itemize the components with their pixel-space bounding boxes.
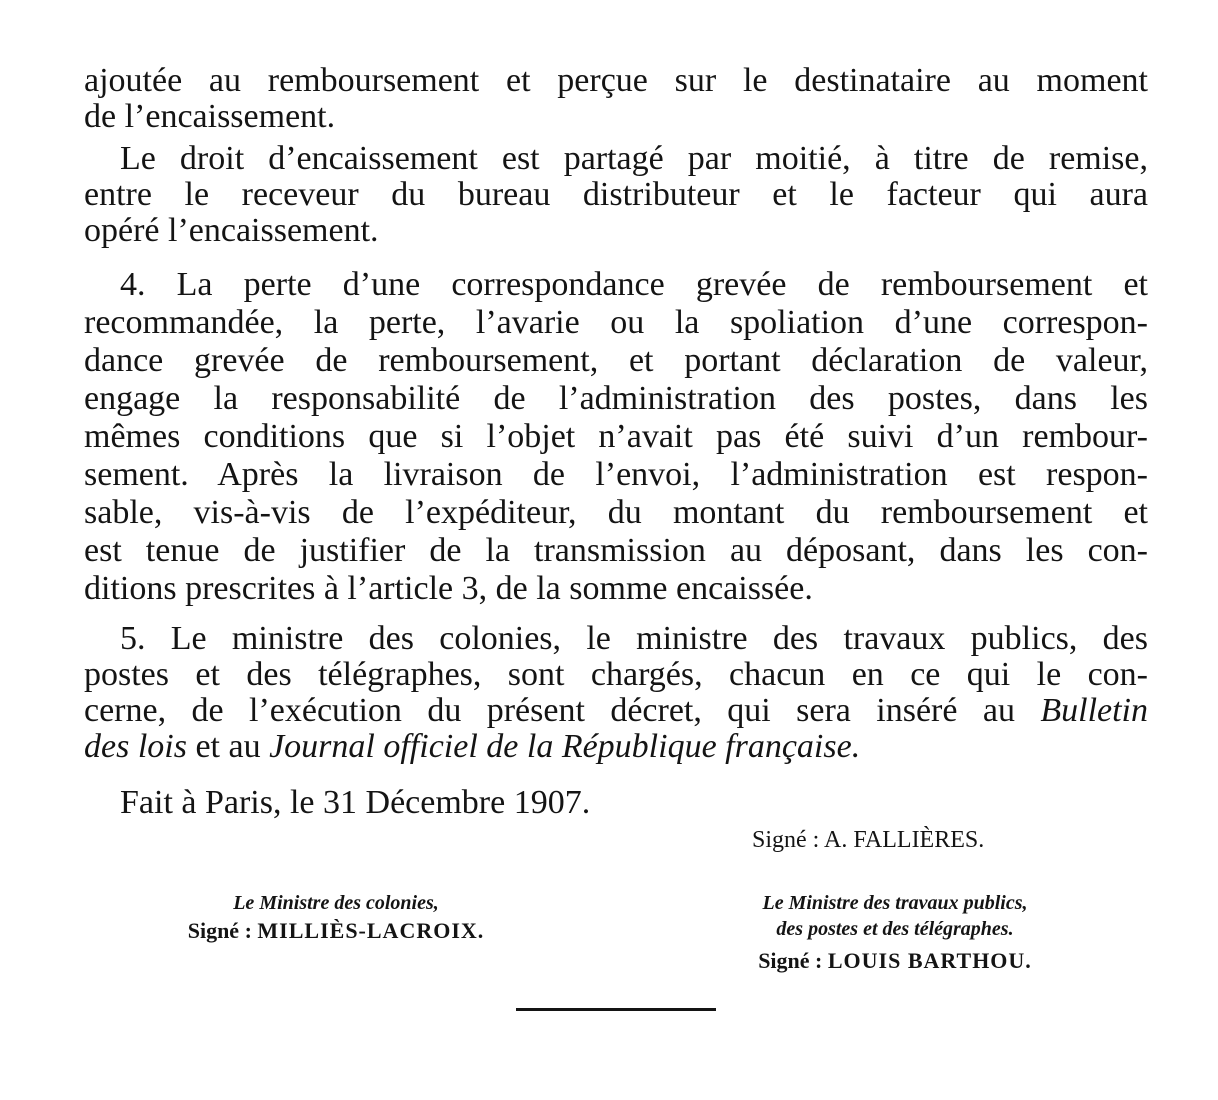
- article-4-line-9: ditions prescrites à l’article 3, de la somme encaissée.: [84, 570, 813, 607]
- minister-colonies-signature: [166, 916, 506, 946]
- minister-travaux-title-1: Le Ministre des travaux publics,: [762, 892, 1028, 914]
- text-line-2: de l’encaissement.: [84, 98, 336, 135]
- minister-colonies-title: Le Ministre des colonies,: [233, 892, 439, 914]
- article-4-line-3: dance grevée de remboursement, et portant déclaration de valeur,: [84, 342, 1148, 379]
- article-4-line-1: 4. La perte d’une correspondance grevée de remboursement et: [120, 266, 1148, 303]
- text-line-4: entre le receveur du bureau distributeur et le facteur qui aura: [84, 176, 1148, 213]
- bulletin-italic: Bulletin: [1040, 692, 1149, 729]
- minister-travaux-signature: [700, 946, 1090, 976]
- article-4-line-5: mêmes conditions que si l’objet n’avait pas été suivi d’un rembour-: [84, 418, 1148, 455]
- signe-label-right: Signé :: [758, 948, 823, 973]
- article-5-line-3-text: cerne, de l’exécution du présent décret, qui sera inséré au: [84, 692, 1015, 729]
- article-4-line-2: recommandée, la perte, l’avarie ou la spoliation d’une correspon-: [84, 304, 1148, 341]
- journal-officiel-italic: Journal officiel de la République française.: [269, 728, 861, 765]
- millies-lacroix-name: MILLIÈS-LACROIX.: [257, 918, 485, 943]
- signe-label-left: Signé :: [187, 918, 252, 943]
- article-5-line-2: postes et des télégraphes, sont chargés, chacun en ce qui le con-: [84, 656, 1148, 693]
- text-line-3: Le droit d’encaissement est partagé par moitié, à titre de remise,: [120, 140, 1148, 177]
- et-au-text: et au: [195, 728, 261, 765]
- des-lois-italic: des lois: [84, 728, 187, 765]
- fait-a-paris: Fait à Paris, le 31 Décembre 1907.: [120, 784, 591, 821]
- article-5-line-4: [84, 728, 1148, 766]
- text-line-5: opéré l’encaissement.: [84, 212, 379, 249]
- article-4-line-4: engage la responsabilité de l’administration des postes, dans les: [84, 380, 1148, 417]
- article-5-line-3: [84, 692, 1148, 730]
- minister-colonies-block: [166, 890, 506, 946]
- minister-travaux-title-2: des postes et des télégraphes.: [776, 918, 1014, 940]
- president-signature: Signé : A. FALLIÈRES.: [752, 827, 985, 853]
- article-4-line-7: sable, vis-à-vis de l’expéditeur, du montant du remboursement et: [84, 494, 1148, 531]
- text-line-1: ajoutée au remboursement et perçue sur le destinataire au moment: [84, 62, 1148, 99]
- article-5-line-1: 5. Le ministre des colonies, le ministre des travaux publics, des: [120, 620, 1148, 657]
- louis-barthou-name: LOUIS BARTHOU.: [827, 948, 1032, 973]
- closing-rule: [516, 1008, 716, 1011]
- minister-travaux-block: [700, 890, 1090, 976]
- article-4-line-6: sement. Après la livraison de l’envoi, l’administration est respon-: [84, 456, 1148, 493]
- article-4-line-8: est tenue de justifier de la transmission au déposant, dans les con-: [84, 532, 1148, 569]
